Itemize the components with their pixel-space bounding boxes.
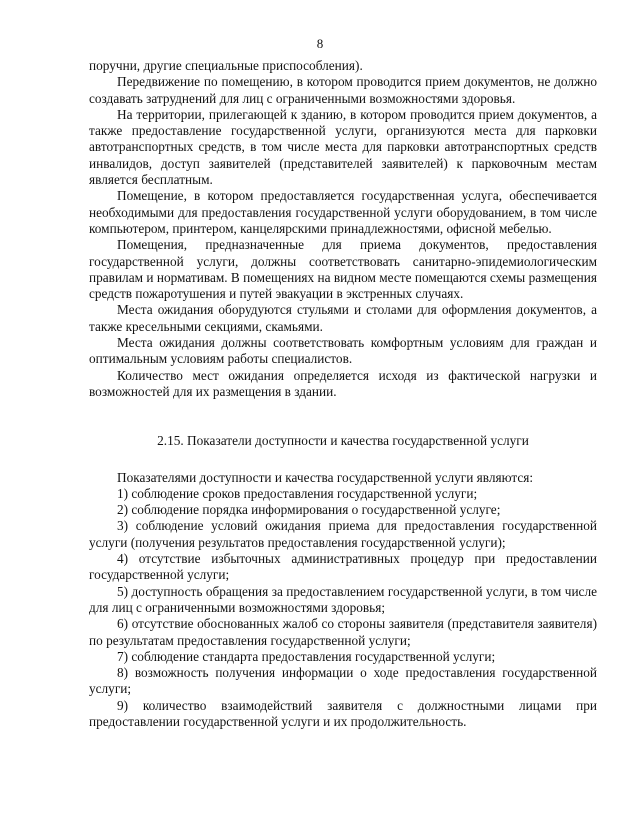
paragraph: Помещения, предназначенные для приема документов, предоставления государственной услуги, должны соответствовать санитарно-эпидемиологическим правилам и нормативам. В помещениях на видном месте помещаются схемы размещения средств пожаротушения и путей эвакуации в экстренных случаях.: [89, 237, 597, 302]
spacer: [89, 450, 597, 470]
list-item: 4) отсутствие избыточных административных процедур при предоставлении государственной услуги;: [89, 551, 597, 583]
paragraph: На территории, прилегающей к зданию, в котором проводится прием документов, а также предоставление государственной услуги, организуются места для парковки автотранспортных средств, в том числе места для парковки автотранспортных средств инвалидов, доступ заявителей (представителей заявителей) к парковочным местам является бесплатным.: [89, 106, 597, 188]
paragraph: Места ожидания должны соответствовать комфортным условиям для граждан и оптимальным условиям работы специалистов.: [89, 335, 597, 367]
list-item: 7) соблюдение стандарта предоставления государственной услуги;: [117, 648, 496, 664]
list-item: 6) отсутствие обоснованных жалоб со стороны заявителя (представителя заявителя) по результатам предоставления государственной услуги;: [89, 616, 597, 648]
page-number: 8: [316, 36, 324, 51]
paragraph: Передвижение по помещению, в котором проводится прием документов, не должно создавать затруднений для лиц с ограниченными возможностями здоровья.: [89, 74, 597, 106]
paragraph: Количество мест ожидания определяется исходя из фактической нагрузки и возможностей для их размещения в здании.: [89, 367, 597, 399]
list-item: 5) доступность обращения за предоставлением государственной услуги, в том числе для лиц с ограниченными возможностями здоровья;: [89, 583, 597, 615]
list-item: 3) соблюдение условий ожидания приема для предоставления государственной услуги (получения результатов предоставления государственной услуги);: [89, 518, 597, 550]
list-item: 2) соблюдение порядка информирования о государственной услуге;: [117, 502, 501, 518]
list-intro: Показателями доступности и качества государственной услуги являются:: [117, 469, 534, 485]
paragraph: поручни, другие специальные приспособления).: [89, 58, 363, 73]
paragraph: Помещение, в котором предоставляется государственная услуга, обеспечивается необходимыми для предоставления государственной услуги оборудованием, в том числе компьютером, принтером, канцелярскими принадлежностями, офисной мебелью.: [89, 188, 597, 236]
list-item: 1) соблюдение сроков предоставления государственной услуги;: [117, 485, 478, 501]
list-item: 9) количество взаимодействий заявителя с должностными лицами при предоставлении государственной услуги и их продолжительность.: [89, 697, 597, 729]
section-heading: 2.15. Показатели доступности и качества государственной услуги: [157, 433, 529, 449]
document-body: [89, 58, 597, 730]
list-item: 8) возможность получения информации о ходе предоставления государственной услуги;: [89, 665, 597, 697]
spacer: [89, 400, 597, 433]
paragraph: Места ожидания оборудуются стульями и столами для оформления документов, а также кресельными секциями, скамьями.: [89, 302, 597, 334]
